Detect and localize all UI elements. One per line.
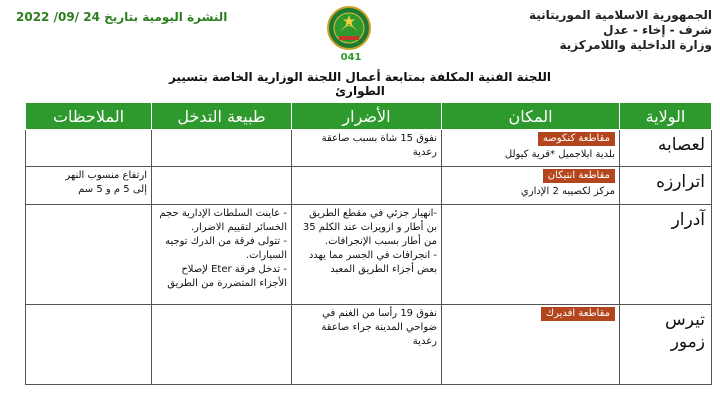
damage-item: نفوق 19 رأسا من الغنم في ضواحي المدينة جراء صاعقة رعدية — [321, 308, 437, 347]
table-row — [26, 130, 712, 167]
place-cell — [442, 167, 620, 205]
committee-subtitle: اللجنة الفنية المكلفة بمتابعة أعمال اللجنة الوزارية الخاصة بتسيير الطوارئ — [168, 70, 552, 98]
national-emblem-icon — [327, 6, 371, 50]
bulletin-date: النشرة اليومية بتاريخ 24 /09/ 2022 — [16, 10, 228, 24]
notes-cell — [26, 305, 152, 385]
table-row — [26, 205, 712, 305]
issuer-line-ministry: وزارة الداخلية واللامركزية — [559, 38, 712, 52]
intervention-item: - تتولى فرقة من الدرك توجيه السيارات. — [165, 236, 287, 261]
damages-cell — [292, 130, 442, 167]
intervention-item: - تدخل فرقة Eter لإصلاح الأجزاء المتضررة من الطريق — [167, 264, 287, 289]
damages-cell — [292, 205, 442, 305]
intervention-cell — [152, 305, 292, 385]
header-place: المكان — [442, 103, 620, 130]
wilaya-cell: تيرس زمور — [620, 305, 712, 385]
header-intervention: طبيعة التدخل — [152, 103, 292, 130]
issuer-line-motto: شرف - إخاء - عدل — [603, 23, 712, 37]
wilaya-cell: لعصابه — [620, 130, 712, 167]
notes-cell — [26, 167, 152, 205]
issuer-block — [522, 8, 712, 53]
table-row — [26, 305, 712, 385]
table-row — [26, 167, 712, 205]
note-item: إلى 5 م و 5 سم — [78, 184, 147, 195]
intervention-cell — [152, 130, 292, 167]
damages-cell — [292, 305, 442, 385]
emergency-table — [25, 102, 712, 385]
moughataa-badge: مقاطعة افديرك — [541, 307, 615, 321]
notes-cell — [26, 130, 152, 167]
notes-cell — [26, 205, 152, 305]
issuer-line-republic: الجمهورية الاسلامية الموريتانية — [528, 8, 712, 22]
moughataa-badge: مقاطعة انتيكان — [543, 169, 615, 183]
intervention-cell — [152, 205, 292, 305]
place-cell — [442, 305, 620, 385]
damage-item: - انجرافات في الجسر مما يهدد بعض أجزاء الطريق المعبد — [308, 250, 437, 275]
place-text: بلدية ابلاجميل *قرية كيولل — [504, 149, 615, 160]
intervention-cell — [152, 167, 292, 205]
wilaya-cell: اترارزه — [620, 167, 712, 205]
damage-item: -انهيار جزئي في مقطع الطريق بن أطار و ازويرات عند الكلم 35 من أطار بسبب الإنجرافات. — [302, 208, 437, 247]
header-damages: الأضرار — [292, 103, 442, 130]
table-header-row — [26, 103, 712, 130]
header-notes: الملاحظات — [26, 103, 152, 130]
wilaya-cell: آدرار — [620, 205, 712, 305]
damage-item: نفوق 15 شاة بسبب صاعقة رعدية — [321, 133, 437, 158]
note-item: ارتفاع منسوب النهر — [65, 170, 147, 181]
damages-cell — [292, 167, 442, 205]
moughataa-badge: مقاطعة كنكوصه — [538, 132, 615, 146]
place-cell — [442, 205, 620, 305]
header-wilaya: الولاية — [620, 103, 712, 130]
place-cell — [442, 130, 620, 167]
place-text: مركز لكصيبه 2 الإداري — [520, 186, 615, 197]
intervention-item: - عاينت السلطات الإدارية حجم الخسائر لتقييم الاضرار. — [159, 208, 287, 233]
reference-number: 041 — [340, 52, 362, 63]
